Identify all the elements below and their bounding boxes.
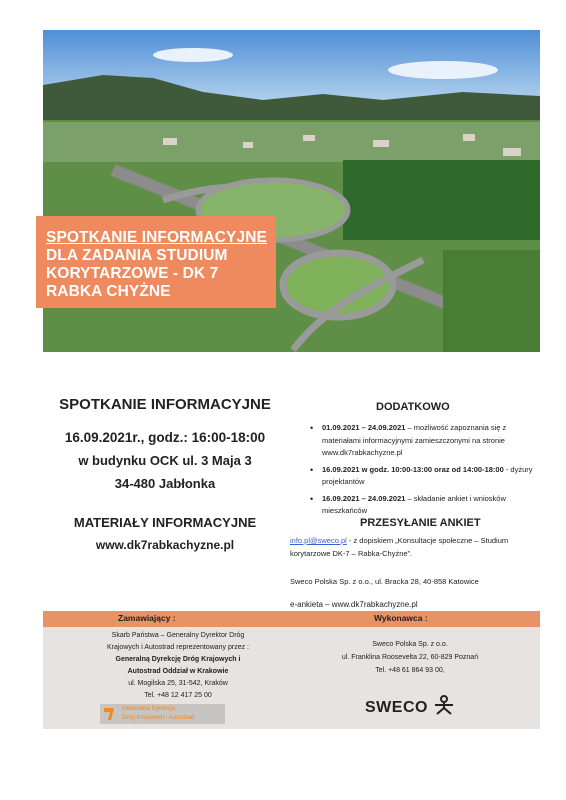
banner-line: KORYTARZOWE - DK 7 — [46, 265, 219, 282]
gddkia-logo — [100, 704, 225, 724]
gddkia-logo-text: Generalna Dyrekcja — [122, 706, 176, 712]
survey-title: PRZESYŁANIE ANKIET — [360, 517, 481, 529]
contractor-line: Tel. +48 61 864 93 00, — [375, 667, 445, 674]
client-line: ul. Mogilska 25, 31-542, Kraków — [128, 680, 228, 687]
gddkia-logo-text: Dróg Krajowych i Autostrad — [122, 715, 195, 721]
gddkia-mark-icon — [102, 706, 116, 722]
title-banner — [36, 216, 276, 308]
client-line: Skarb Państwa – Generalny Dyrektor Dróg — [111, 632, 245, 639]
email-link[interactable]: info.pl@sweco.pl — [290, 536, 347, 545]
sweco-figure-icon — [433, 695, 455, 715]
list-item — [308, 464, 543, 489]
list-item-text: – możliwość zapoznania się z materiałami informacyjnymi zamieszczonymi na stronie www.dk7rabkachyzne.pl — [322, 423, 507, 457]
sweco-logo — [365, 695, 455, 717]
meeting-city: 34-480 Jabłonka — [114, 476, 216, 491]
list-item-date: 16.09.2021 w godz. 10:00-13:00 oraz od 14:00-18:00 — [322, 464, 504, 474]
list-item — [308, 422, 543, 460]
client-line: Krajowych i Autostrad reprezentowany przez : — [106, 644, 249, 651]
extra-list — [308, 422, 543, 522]
meeting-title: SPOTKANIE INFORMACYJNE — [59, 396, 271, 413]
materials-link[interactable]: www.dk7rabkachyzne.pl — [95, 538, 235, 552]
materials-title: MATERIAŁY INFORMACYJNE — [73, 515, 257, 530]
survey-address: Sweco Polska Sp. z o.o., ul. Bracka 28, 40-858 Katowice — [290, 577, 479, 586]
survey-instructions — [290, 535, 540, 560]
sweco-logo-text: SWECO — [365, 699, 428, 716]
contractor-title: Wykonawca : — [374, 613, 428, 623]
list-item-text: – składanie ankiet i wniosków mieszkańców — [322, 493, 506, 515]
email-note: - z dopiskiem „Konsultacje społeczne – Studium korytarzowe DK-7 – Rabka-Chyżne”. — [290, 536, 509, 558]
extra-title: DODATKOWO — [376, 401, 450, 413]
client-line: Tel. +48 12 417 25 00 — [144, 692, 212, 699]
list-item-date: 01.09.2021 – 24.09.2021 — [322, 423, 406, 432]
banner-line: RABKA CHYŻNE — [46, 283, 171, 300]
contractor-line: Sweco Polska Sp. z o.o. — [372, 641, 448, 648]
list-item — [308, 493, 543, 518]
e-survey-link[interactable]: e-ankieta – www.dk7rabkachyzne.pl — [290, 600, 418, 609]
meeting-datetime: 16.09.2021r., godz.: 16:00-18:00 — [64, 430, 266, 445]
meeting-place: w budynku OCK ul. 3 Maja 3 — [78, 453, 252, 468]
banner-line: SPOTKANIE INFORMACYJNE — [46, 229, 267, 246]
client-title: Zamawiający : — [118, 613, 176, 623]
contractor-line: ul. Franklina Roosevelta 22, 60-829 Poznań — [341, 654, 479, 661]
client-line: Generalną Dyrekcję Dróg Krajowych i — [115, 656, 241, 663]
list-item-date: 16.09.2021 – 24.09.2021 — [322, 493, 406, 503]
client-line: Autostrad Oddział w Krakowie — [127, 668, 229, 675]
list-item-text: - dyżury projektantów — [322, 464, 533, 486]
banner-line: DLA ZADANIA STUDIUM — [46, 247, 228, 264]
